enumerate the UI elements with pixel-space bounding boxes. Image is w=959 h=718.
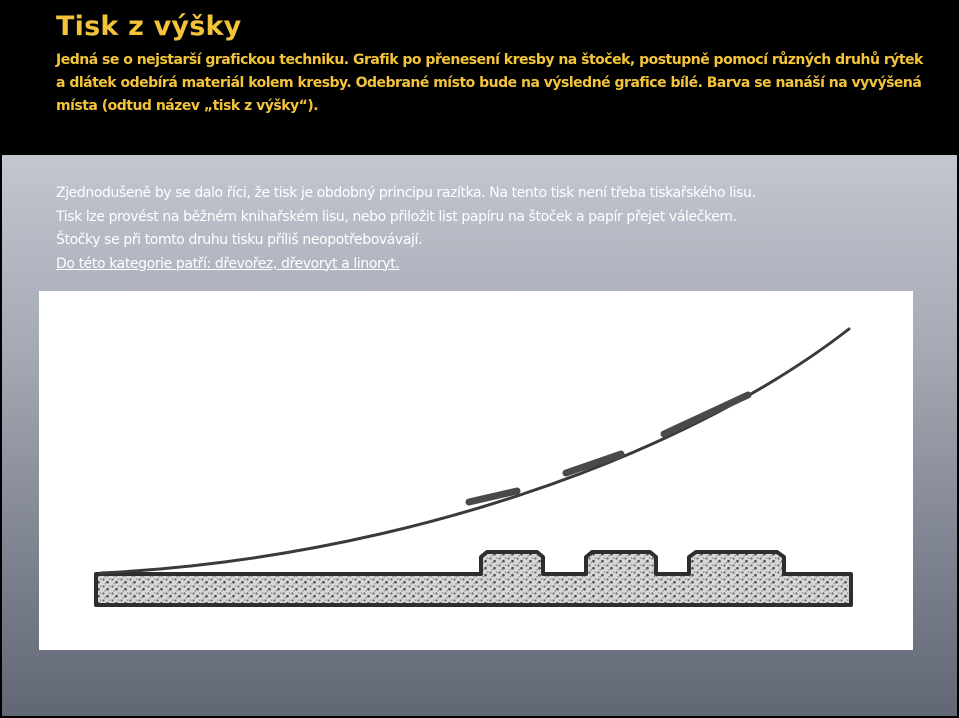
slide-content	[2, 155, 957, 716]
intro-paragraph: Jedná se o nejstarší grafickou techniku. Grafik po přenesení kresby na štoček, postupně pomocí různých druhů rýtek a dlátek odebírá materiál kolem kresby. Odebrané místo bude na výsledné grafice bílé. Barva se nanáší na vyvýšená místa (odtud název „tisk z výšky“).	[56, 52, 923, 114]
ink-mark-1	[469, 491, 517, 502]
slide-title: Tisk z výšky	[56, 11, 242, 42]
ink-mark-3	[664, 395, 748, 434]
slide-header	[0, 0, 959, 151]
relief-print-illustration	[39, 291, 913, 650]
paper-sheet	[101, 329, 849, 573]
relief-print-diagram	[39, 291, 913, 650]
body-line-2: Tisk lze provést na běžném knihařském lisu, nebo přiložit list papíru na štoček a papír přejet válečkem.	[56, 208, 737, 225]
category-link[interactable]: Do této kategorie patří: dřevořez, dřevoryt a linoryt.	[56, 255, 400, 272]
printing-block	[96, 552, 851, 605]
body-line-1: Zjednodušeně by se dalo říci, že tisk je obdobný principu razítka. Na tento tisk není třeba tiskařského lisu.	[56, 185, 756, 201]
body-text	[56, 182, 951, 276]
body-line-3: Štočky se při tomto druhu tisku příliš neopotřebovávají.	[56, 232, 423, 248]
